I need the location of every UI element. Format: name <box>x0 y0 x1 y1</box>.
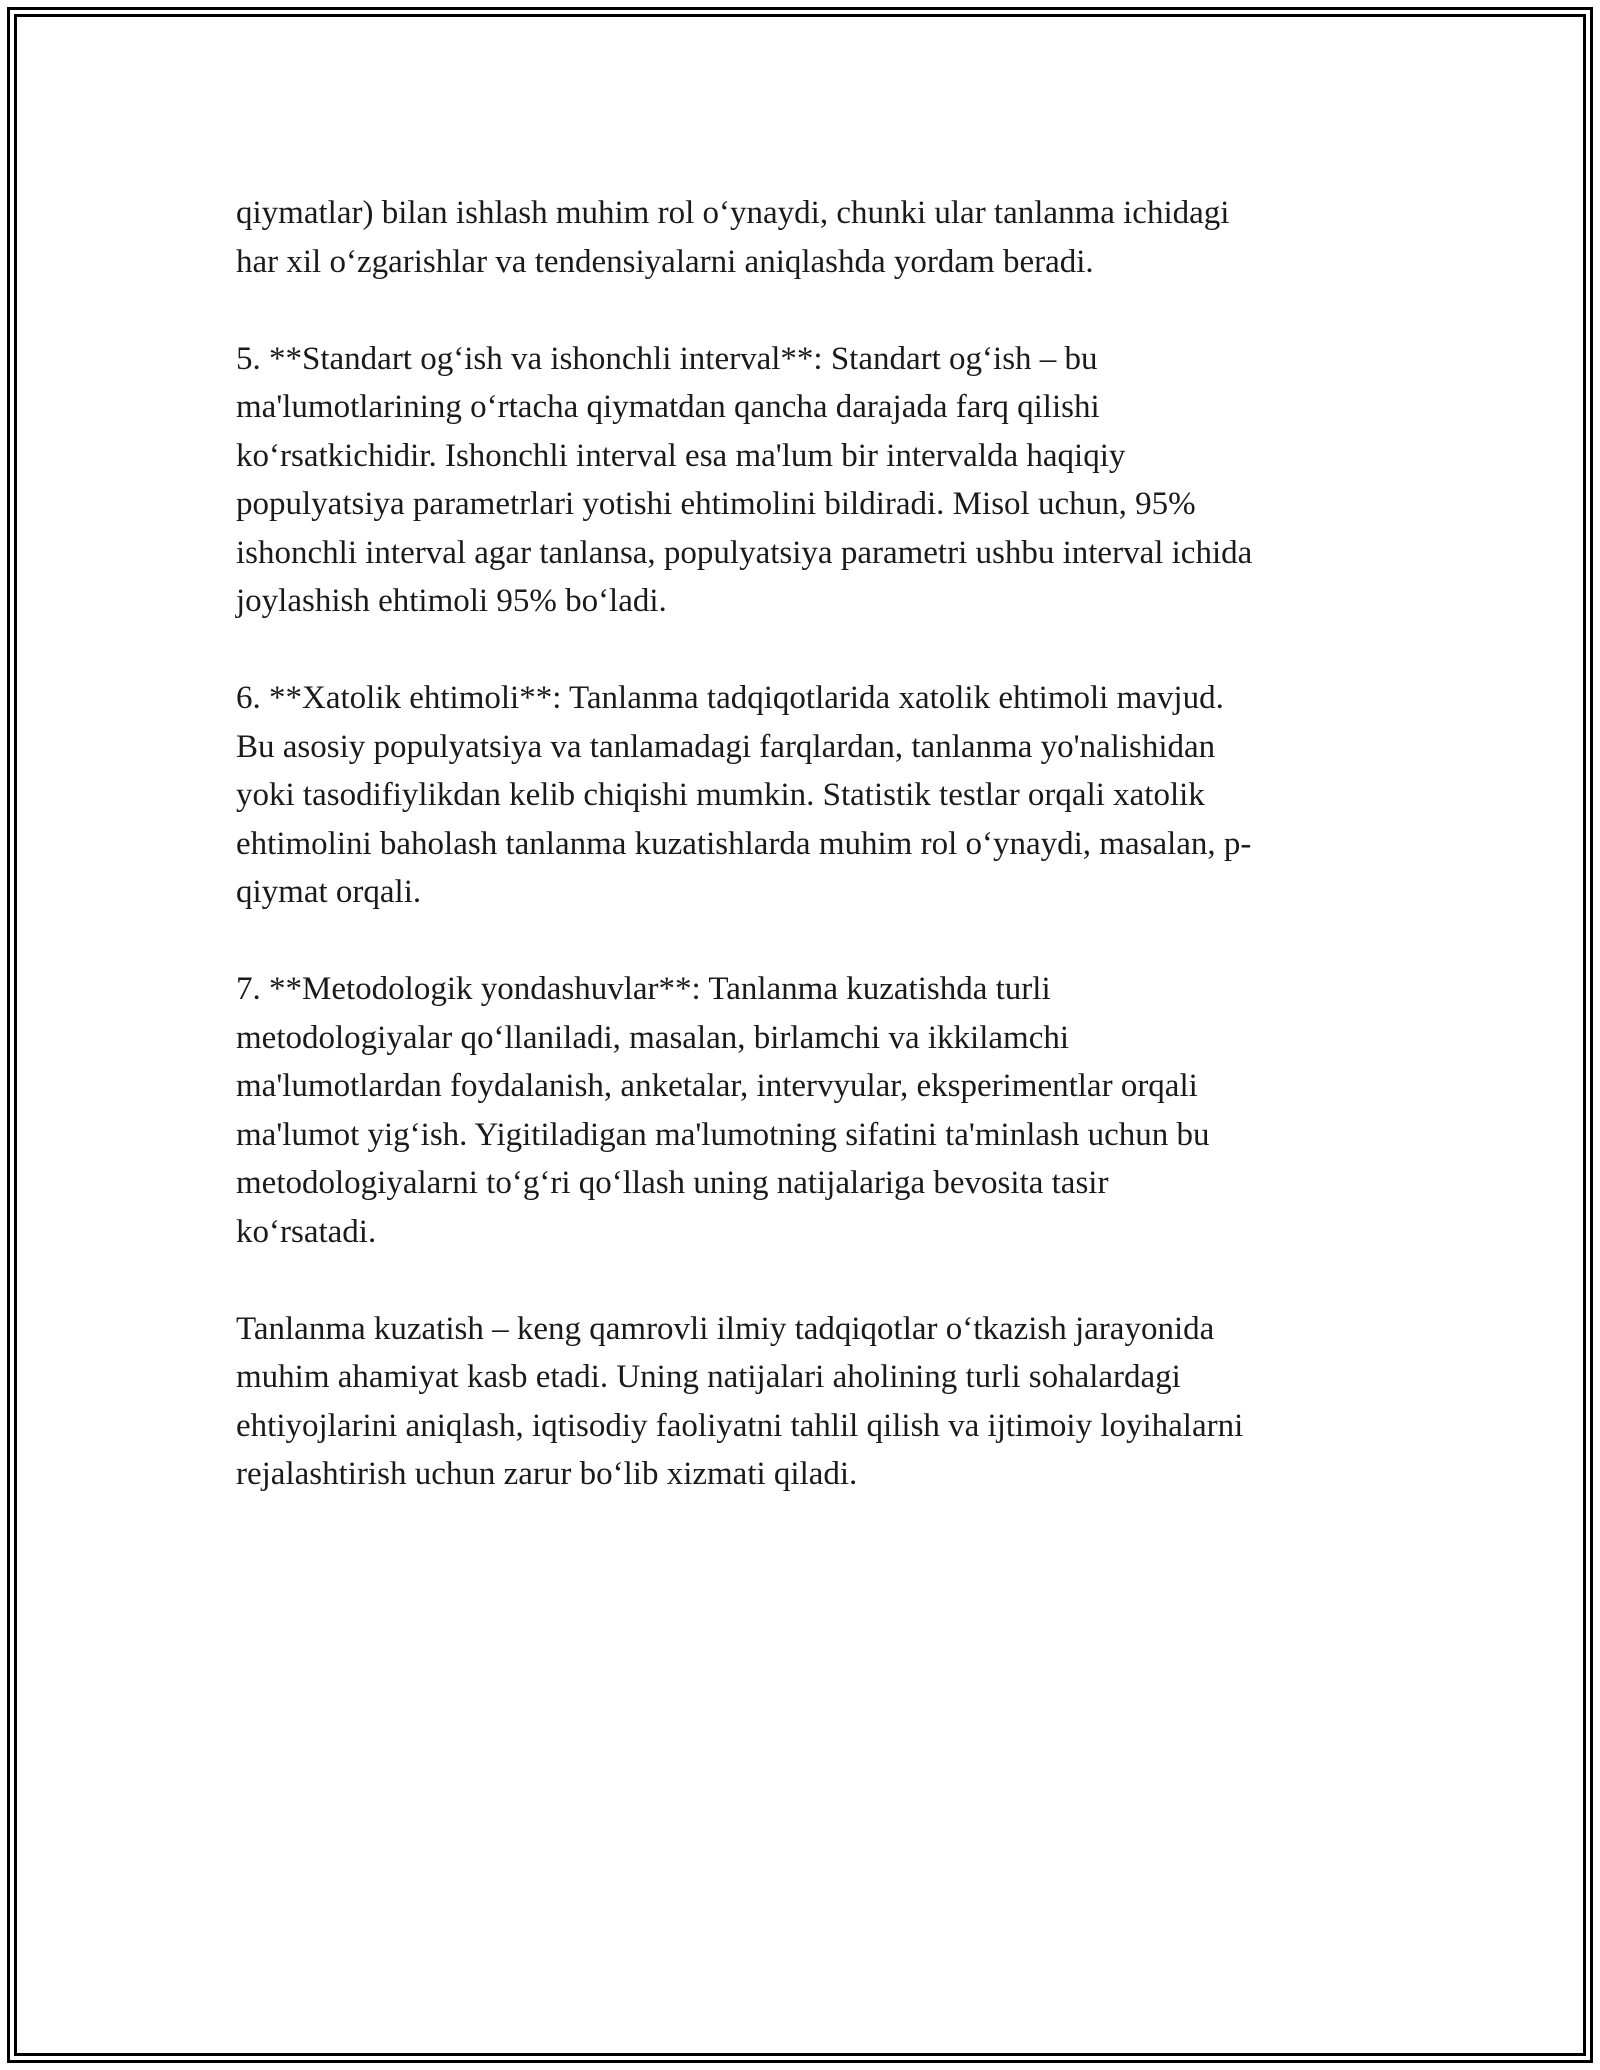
paragraph-conclusion: Tanlanma kuzatish – keng qamrovli ilmiy tadqiqotlar o‘tkazish jarayonida muhim ahamiyat kasb etadi. Uning natijalari aholining turli sohalardagi ehtiyojlarini aniqlash, iqtisodiy faoliyatni tahlil qilish va ijtimoiy loyihalarni rejalashtirish uchun zarur bo‘lib xizmati qiladi. <box>236 1310 1244 1492</box>
document-body <box>236 189 1376 1547</box>
paragraph-methodological-approaches: 7. **Metodologik yondashuvlar**: Tanlanma kuzatishda turli metodologiyalar qo‘llaniladi, masalan, birlamchi va ikkilamchi ma'lumotlardan foydalanish, anketalar, intervyular, eksperimentlar orqali ma'lumot yig‘ish. Yigitiladigan ma'lumotning sifatini ta'minlash uchun bu metodologiyalarni to‘g‘ri qo‘llash uning natijalariga bevosita tasir ko‘rsatadi. <box>236 971 1210 1250</box>
paragraph-standard-deviation: 5. **Standart og‘ish va ishonchli interval**: Standart og‘ish – bu ma'lumotlarining o‘rtacha qiymatdan qancha darajada farq qilishi ko‘rsatkichidir. Ishonchli interval esa ma'lum bir intervalda haqiqiy populyatsiya parametrlari yotishi ehtimolini bildiradi. Misol uchun, 95% ishonchli interval agar tanlansa, populyatsiya parametri ushbu interval ichida joylashish ehtimoli 95% bo‘ladi. <box>236 340 1253 619</box>
paragraph-continuation: qiymatlar) bilan ishlash muhim rol o‘ynaydi, chunki ular tanlanma ichidagi har xil o‘zgarishlar va tendensiyalarni aniqlashda yordam beradi. <box>236 195 1230 280</box>
paragraph-error-probability: 6. **Xatolik ehtimoli**: Tanlanma tadqiqotlarida xatolik ehtimoli mavjud. Bu asosiy populyatsiya va tanlamadagi farqlardan, tanlanma yo'nalishidan yoki tasodifiylikdan kelib chiqishi mumkin. Statistik testlar orqali xatolik ehtimolini baholash tanlanma kuzatishlarda muhim rol o‘ynaydi, masalan, p- qiymat orqali. <box>236 680 1252 910</box>
